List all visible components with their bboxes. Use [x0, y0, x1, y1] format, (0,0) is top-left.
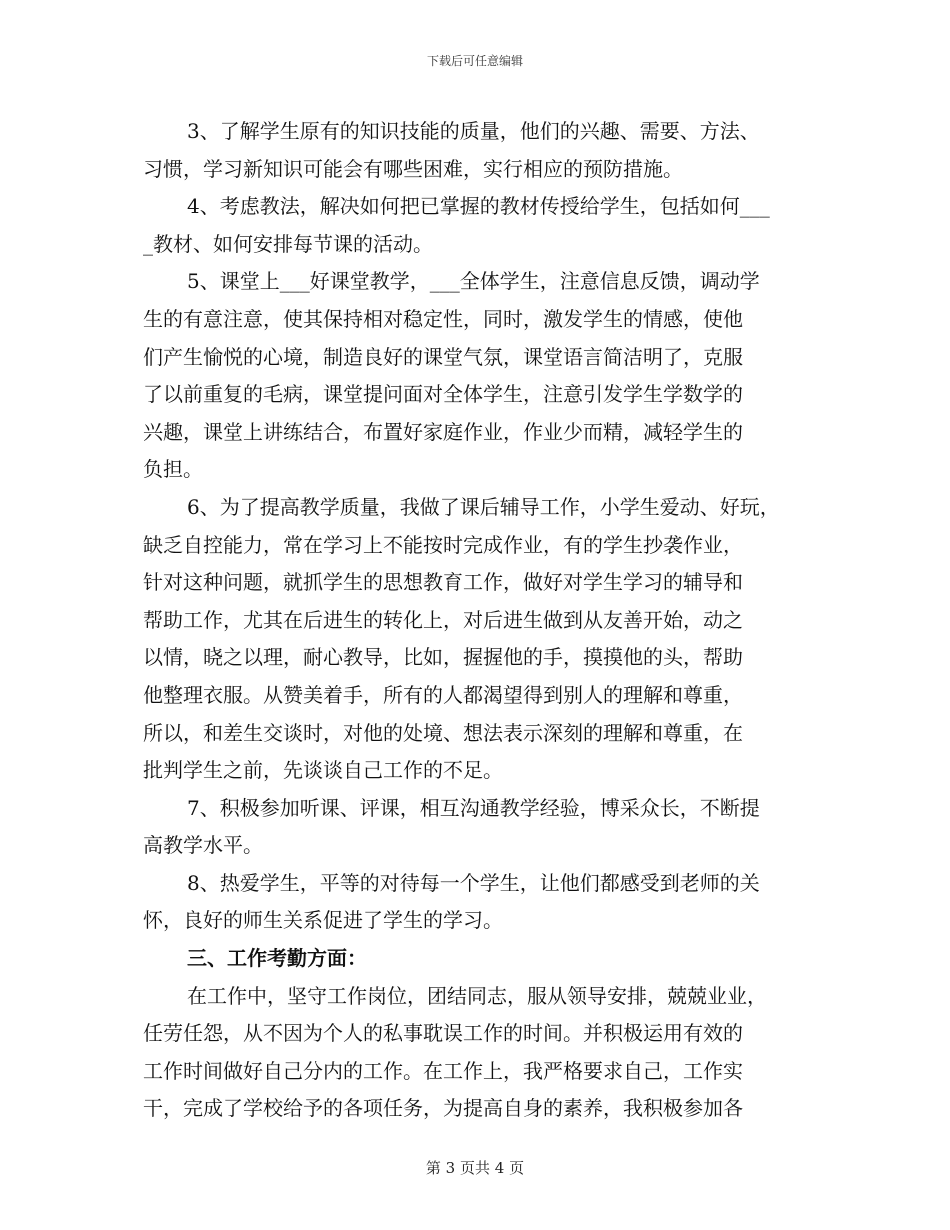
paragraph-line: 缺乏自控能力，常在学习上不能按时完成作业，有的学生抄袭作业， [143, 532, 743, 557]
paragraph-line: 任劳任怨，从不因为个人的私事耽误工作的时间。并积极运用有效的 [143, 1021, 743, 1046]
paragraph-line: 在工作中，坚守工作岗位，团结同志，服从领导安排，兢兢业业， [187, 983, 767, 1008]
paragraph-line: 负担。 [143, 457, 203, 482]
paragraph-line: 所以，和差生交谈时，对他的处境、想法表示深刻的理解和尊重，在 [143, 720, 743, 745]
paragraph-line: 生的有意注意，使其保持相对稳定性，同时，激发学生的情感，使他 [143, 306, 743, 331]
paragraph-line: 针对这种问题，就抓学生的思想教育工作，做好对学生学习的辅导和 [143, 570, 743, 595]
paragraph-line: 习惯，学习新知识可能会有哪些困难，实行相应的预防措施。 [143, 156, 683, 181]
paragraph-line: 3、了解学生原有的知识技能的质量，他们的兴趣、需要、方法、 [187, 119, 760, 143]
paragraph-line: 兴趣，课堂上讲练结合，布置好家庭作业，作业少而精，减轻学生的 [143, 419, 743, 444]
body-text [143, 113, 823, 1128]
paragraph-line: 批判学生之前，先谈谈自己工作的不足。 [143, 758, 503, 783]
paragraph-line: _教材、如何安排每节课的活动。 [143, 231, 433, 256]
paragraph-line: 们产生愉悦的心境，制造良好的课堂气氛，课堂语言简洁明了，克服 [143, 344, 743, 369]
paragraph-line: 工作时间做好自己分内的工作。在工作上，我严格要求自己，工作实 [143, 1058, 743, 1083]
paragraph-line: 8、热爱学生，平等的对待每一个学生，让他们都感受到老师的关 [187, 870, 760, 895]
paragraph-line: 7、积极参加听课、评课，相互沟通教学经验，博采众长，不断提 [187, 795, 760, 820]
paragraph-line: 怀，良好的师生关系促进了学生的学习。 [143, 908, 503, 933]
paragraph-line: 他整理衣服。从赞美着手，所有的人都渴望得到别人的理解和尊重， [143, 682, 743, 707]
paragraph-line: 以情，晓之以理，耐心教导，比如，握握他的手，摸摸他的头，帮助 [143, 645, 743, 670]
paragraph-line: 5、课堂上___好课堂教学，___全体学生，注意信息反馈，调动学 [187, 269, 760, 294]
page-footer: 第 3 页共 4 页 [425, 1159, 525, 1177]
paragraph-line: 4、考虑教法，解决如何把已掌握的教材传授给学生，包括如何___ [187, 194, 770, 219]
paragraph-line: 6、为了提高教学质量，我做了课后辅导工作，小学生爱动、好玩， [187, 494, 780, 519]
paragraph-line: 高教学水平。 [143, 833, 263, 858]
paragraph-line: 帮助工作，尤其在后进生的转化上，对后进生做到从友善开始，动之 [143, 607, 743, 632]
page-header: 下载后可任意编辑 [426, 54, 523, 68]
paragraph-line: 干，完成了学校给予的各项任务，为提高自身的素养，我积极参加各 [143, 1096, 743, 1121]
paragraph-line: 了以前重复的毛病，课堂提问面对全体学生，注意引发学生学数学的 [143, 382, 743, 407]
section-heading: 三、工作考勤方面： [187, 946, 367, 971]
